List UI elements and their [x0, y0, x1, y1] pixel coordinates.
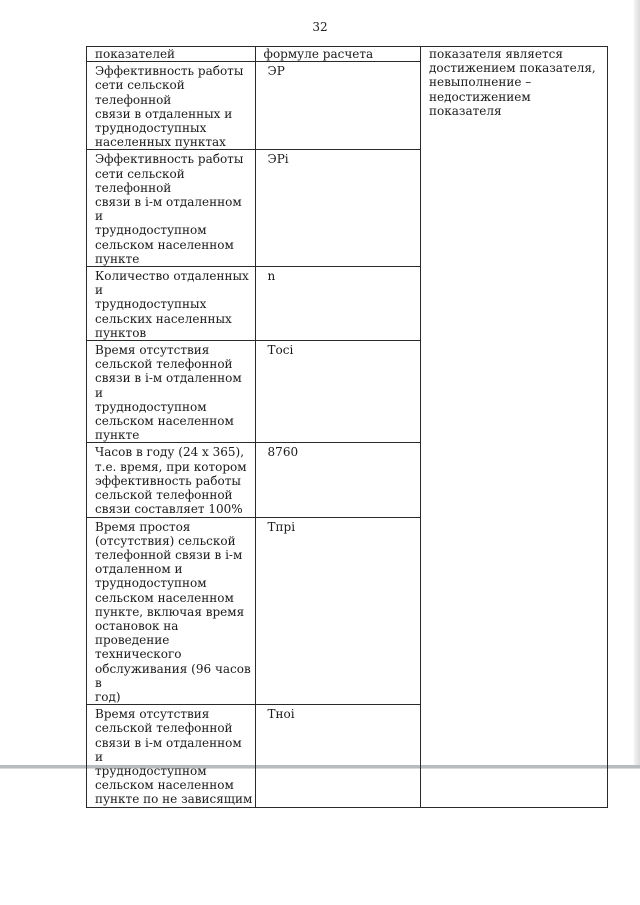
indicator-name: [95, 443, 253, 516]
indicator-name-line: Время отсутствия: [95, 343, 210, 358]
indicator-name-line: (отсутствия) сельской: [95, 533, 236, 548]
formula-cell: [255, 705, 420, 807]
indicator-name-cell: [87, 341, 256, 443]
indicator-name-line: сельской телефонной: [95, 357, 233, 372]
indicator-name-line: отдаленном и: [95, 562, 183, 577]
note-line: достижением показателя,: [429, 61, 596, 76]
indicator-name-line: связи в i-м отдаленном и: [95, 371, 242, 400]
indicator-name: [95, 518, 253, 705]
indicator-name-cell: [87, 62, 256, 150]
indicator-table: [86, 46, 608, 808]
indicator-name: [95, 267, 253, 340]
formula-cell: [255, 443, 420, 517]
formula-cell: [255, 62, 420, 150]
indicator-name: [95, 150, 253, 266]
indicator-name-line: Эффективность работы: [95, 152, 244, 167]
indicator-name-line: пункте, включая время: [95, 604, 245, 619]
indicator-name-line: труднодоступном: [95, 576, 207, 591]
formula-symbol: 8760: [267, 445, 299, 460]
indicator-name-line: пункте: [95, 428, 140, 443]
note-line: недостижением показателя: [429, 89, 531, 118]
indicator-name-line: сельском населенном: [95, 414, 234, 429]
formula-symbol: Тпрi: [267, 519, 296, 534]
formula-symbol: ЭРi: [267, 152, 289, 167]
indicator-name-line: сети сельской телефонной: [95, 166, 185, 195]
indicator-name-line: Время отсутствия: [95, 707, 210, 722]
indicator-name-line: сети сельской телефонной: [95, 78, 185, 107]
indicator-name-line: Эффективность работы: [95, 64, 244, 79]
formula-symbol: ЭР: [267, 64, 285, 79]
indicator-name-line: труднодоступном: [95, 763, 207, 778]
indicator-name-cell: [87, 517, 256, 705]
indicator-name-line: населенных пунктах: [95, 135, 226, 150]
formula-symbol: Тосi: [267, 343, 294, 358]
indicator-name-line: технического: [95, 647, 182, 662]
indicator-name-line: телефонной связи в i-м: [95, 547, 243, 562]
page-edge-shadow: [634, 0, 640, 765]
formula-cell: [255, 341, 420, 443]
page-number: 32: [312, 20, 328, 34]
indicator-name-line: труднодоступных: [95, 297, 207, 312]
indicator-name-line: связи составляет 100%: [95, 502, 243, 517]
indicator-name: [95, 705, 253, 806]
note-cell: [421, 47, 608, 808]
indicator-name-line: труднодоступных: [95, 121, 207, 136]
indicator-name-cell: [87, 267, 256, 341]
note-line: невыполнение –: [429, 75, 532, 90]
header-cell-indicator: показателей: [87, 47, 256, 62]
formula-cell: [255, 150, 420, 267]
indicator-name-line: Часов в году (24 х 365),: [95, 445, 245, 460]
indicator-name-line: сельском населенном: [95, 778, 234, 793]
indicator-name-line: пункте по не зависящим: [95, 792, 253, 807]
indicator-name-cell: [87, 705, 256, 807]
indicator-name-line: сельской телефонной: [95, 488, 233, 503]
indicator-name-line: год): [95, 689, 121, 704]
indicator-name-cell: [87, 150, 256, 267]
indicator-name-line: обслуживания (96 часов в: [95, 661, 251, 690]
note-text: [429, 47, 605, 118]
formula-symbol: Тноi: [267, 707, 295, 722]
indicator-name-line: сельском населенном: [95, 237, 234, 252]
indicator-name-line: Время простоя: [95, 519, 191, 534]
indicator-name-line: связи в i-м отдаленном и: [95, 195, 242, 224]
indicator-name-line: сельской телефонной: [95, 721, 233, 736]
indicator-name-cell: [87, 443, 256, 517]
indicator-name-line: сельском населенном: [95, 590, 234, 605]
indicator-name-line: труднодоступном: [95, 399, 207, 414]
formula-cell: [255, 267, 420, 341]
indicator-name-line: пунктов: [95, 325, 147, 340]
indicator-name-line: связи в отдаленных и: [95, 106, 233, 121]
indicator-name-line: эффективность работы: [95, 473, 241, 488]
indicator-name-line: пункте: [95, 251, 140, 266]
note-line: показателя является: [429, 47, 563, 61]
indicator-name: [95, 62, 253, 149]
indicator-name-line: Количество отдаленных и: [95, 269, 249, 298]
indicator-name-line: остановок на проведение: [95, 618, 179, 648]
indicator-name-line: т.е. время, при котором: [95, 459, 247, 474]
header-cell-formula: формуле расчета: [255, 47, 420, 62]
indicator-name: [95, 341, 253, 442]
table-header-row: [87, 47, 608, 62]
formula-symbol: n: [267, 269, 276, 284]
indicator-name-line: сельских населенных: [95, 311, 232, 326]
formula-cell: [255, 517, 420, 705]
indicator-name-line: связи в i-м отдаленном и: [95, 735, 242, 764]
indicator-name-line: труднодоступном: [95, 223, 207, 238]
